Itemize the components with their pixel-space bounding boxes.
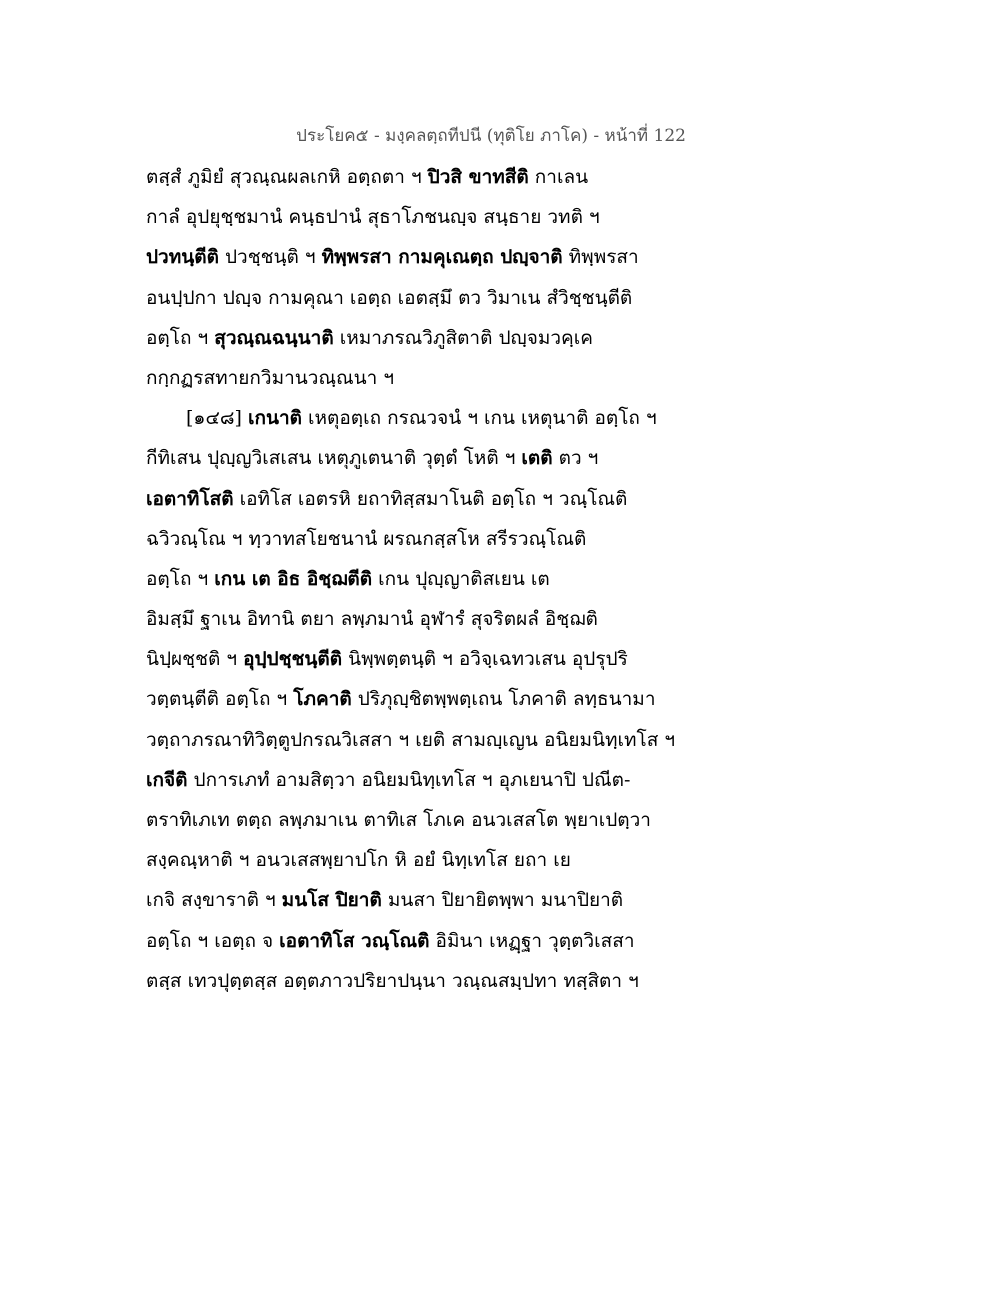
bold-term: เอตาทิโสติ (146, 487, 234, 510)
text-segment: ปวชฺชนฺติ ฯ (218, 246, 322, 269)
text-segment: ทิพฺพรสา (562, 246, 639, 269)
text-line (146, 880, 686, 920)
bold-term: เกน เต อิธ อิชฺฌตีติ (214, 567, 373, 590)
text-line (146, 278, 686, 318)
text-line (146, 197, 686, 237)
text-segment: เหมาภรณวิภูสิตาติ ปญฺจมวคฺเค (333, 326, 593, 349)
bold-term: มนโส ปิยาติ (281, 889, 382, 912)
text-line (146, 157, 686, 197)
body-text (146, 157, 686, 1001)
text-segment: อิมินา เหฏฺฐา วุตฺตวิเสสา (429, 929, 635, 952)
text-line (146, 679, 686, 719)
text-line (146, 438, 686, 478)
text-segment: อตฺโถ ฯ (146, 567, 215, 590)
bold-term: อุปฺปชฺชนฺตีติ (243, 648, 343, 671)
text-segment: ตราทิเภเท ตตฺถ ลพฺภมาเน ตาทิเส โภเค อนวเสสโต พฺยาเปตฺวา (146, 809, 651, 831)
text-line (146, 318, 686, 358)
text-segment: กีทิเสน ปุญฺญวิเสเสน เหตุภูเตนาติ วุตฺตํ โหติ ฯ (146, 447, 522, 470)
text-segment: วตฺตนฺตีติ อตฺโถ ฯ (146, 688, 294, 711)
text-line (146, 237, 686, 277)
text-segment: อตฺโถ ฯ (146, 326, 215, 349)
text-segment: นิปฺผชฺชติ ฯ (146, 648, 244, 671)
text-segment: อตฺโถ ฯ เอตฺถ จ (146, 929, 280, 952)
text-line (146, 961, 686, 1001)
text-line (146, 639, 686, 679)
text-segment: เอทิโส เอตรหิ ยถาทิสฺสมาโนติ อตฺโถ ฯ วณฺโณติ (233, 487, 628, 510)
text-line (146, 519, 686, 559)
text-segment: ตสฺสํ ภูมิยํ สุวณฺณผลเกหิ อตฺถตา ฯ (146, 166, 428, 188)
bold-term: เอตาทิโส วณฺโณติ (279, 929, 430, 952)
text-segment: ฉวิวณฺโณ ฯ ทฺวาทสโยชนานํ ผรณกสฺสโห สรีรวณฺโณติ (146, 527, 587, 550)
text-line (146, 760, 686, 800)
text-segment: เกน ปุญฺญาติสเยน เต (372, 567, 550, 590)
text-segment: กาเลน (528, 166, 589, 188)
text-line (146, 840, 686, 880)
text-segment: นิพฺพตฺตนฺติ ฯ อวิจฺเฉทวเสน อุปรุปริ (342, 648, 628, 671)
text-segment: ตว ฯ (552, 447, 599, 470)
text-line (146, 479, 686, 519)
text-line (146, 358, 686, 398)
bold-term: โภคาติ (293, 688, 352, 711)
bold-term: ปวทนฺตีติ (146, 246, 219, 269)
text-segment: กกฺกฏรสทายกวิมานวณฺณนา ฯ (146, 366, 395, 389)
text-line (146, 559, 686, 599)
text-segment: มนสา ปิยายิตพฺพา มนาปิยาติ (381, 889, 624, 912)
text-segment: กาลํ อุปยุชฺชมานํ คนฺธปานํ สุธาโภชนญฺจ สนฺธาย วทติ ฯ (146, 206, 600, 229)
text-line (146, 599, 686, 639)
text-segment: สงฺคณฺหาติ ฯ อนวเสสพฺยาปโก หิ อยํ นิทฺเทโส ยถา เย (146, 849, 571, 872)
text-line (146, 398, 686, 438)
bold-term: ทิพฺพรสา กามคุเณตฺถ ปญฺจาติ (321, 246, 563, 269)
bold-term: เกนาติ (247, 407, 302, 430)
text-segment: เหตุอตฺเถ กรณวจนํ ฯ เกน เหตุนาติ อตฺโถ ฯ (301, 407, 657, 430)
running-header: ประโยค๕ - มงฺคลตฺถทีปนี (ทุติโย ภาโค) - หน้าที่ 122 (296, 126, 686, 146)
text-line (146, 720, 686, 760)
text-segment: ปการเภทํ อามสิตฺวา อนิยมนิทฺเทโส ฯ อุภเยนาปิ ปณีต- (187, 768, 631, 791)
bold-term: สุวณฺณฉนฺนาติ (214, 326, 334, 349)
text-segment: ปริภุญฺชิตพฺพตฺเถน โภคาติ ลทฺธนามา (351, 688, 656, 711)
bold-term: เตติ (521, 447, 553, 470)
text-line (146, 921, 686, 961)
text-segment: อิมสฺมึ ฐาเน อิทานิ ตยา ลพฺภมานํ อุฬารํ สุจริตผลํ อิชฺฌติ (146, 608, 598, 631)
bold-term: เกจีติ (146, 768, 188, 791)
text-segment: วตฺถาภรณาทิวิตฺตูปกรณวิเสสา ฯ เยติ สามญฺเญน อนิยมนิทฺเทโส ฯ (146, 728, 676, 751)
text-segment: [๑๔๘] (186, 407, 248, 430)
bold-term: ปิวสิ ขาทสีติ (427, 166, 529, 188)
text-segment: ตสฺส เทวปุตฺตสฺส อตฺตภาวปริยาปนฺนา วณฺณสมฺปทา ทสฺสิตา ฯ (146, 969, 639, 992)
text-line (146, 800, 686, 840)
text-segment: เกจิ สงฺขาราติ ฯ (146, 889, 282, 912)
text-segment: อนปฺปกา ปญฺจ กามคุณา เอตฺถ เอตสฺมึ ตว วิมาเน สํวิชฺชนฺตีติ (146, 286, 633, 309)
